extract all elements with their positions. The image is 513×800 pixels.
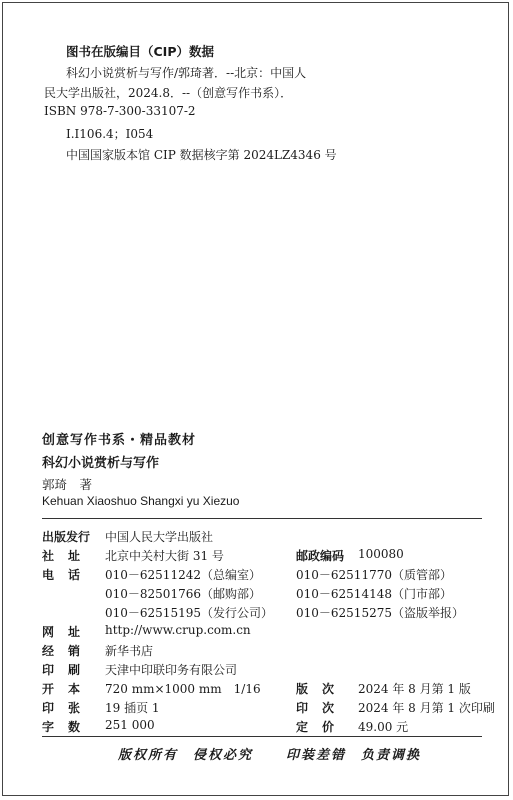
phone-1: 010－62511242（总编室） (105, 568, 261, 582)
book-title: 科幻小说赏析与写作 (42, 456, 160, 471)
website-link[interactable]: http://www.crup.com.cn (105, 623, 251, 637)
impression-value: 2024 年 8 月第 1 次印刷 (358, 701, 495, 715)
sheets-value: 19 插页 1 (105, 701, 160, 715)
words-value: 251 000 (105, 718, 155, 732)
phone-3-right: 010－62515275（盗版举报） (296, 606, 464, 620)
address-label: 社址 (42, 549, 95, 563)
cip-verification: 中国国家版本馆 CIP 数据核字第 2024LZ4346 号 (66, 148, 337, 162)
phone-2: 010－82501766（邮购部） (105, 587, 261, 601)
phone-3: 010－62515195（发行公司） (105, 606, 273, 620)
format-value: 720 mm×1000 mm 1/16 (105, 682, 261, 696)
divider-top (42, 518, 482, 519)
publisher-value: 中国人民大学出版社 (105, 530, 214, 544)
edition-value: 2024 年 8 月第 1 版 (358, 682, 471, 696)
cip-isbn: ISBN 978-7-300-33107-2 (44, 104, 196, 118)
divider-bottom (42, 736, 482, 737)
distributor-value: 新华书店 (105, 644, 154, 658)
words-label: 字数 (42, 720, 95, 734)
defect-notice: 印装差错 负责调换 (286, 748, 422, 763)
format-label: 开本 (42, 682, 95, 696)
printer-label: 印刷 (42, 663, 95, 677)
postcode-value: 100080 (358, 547, 404, 561)
distributor-label: 经销 (42, 644, 95, 658)
publisher-label: 出版发行 (42, 530, 91, 544)
address-value: 北京中关村大街 31 号 (105, 549, 224, 563)
cip-line-2: 民大学出版社，2024.8．--（创意写作书系）． (44, 86, 293, 100)
sheets-label: 印张 (42, 701, 95, 715)
edition-label: 版次 (296, 682, 349, 696)
book-author: 郭琦 著 (42, 477, 93, 492)
cip-title: 图书在版编目（CIP）数据 (66, 44, 214, 59)
postcode-label: 邮政编码 (296, 549, 345, 563)
phone-2-right: 010－62514148（门市部） (296, 587, 452, 601)
phone-1-right: 010－62511770（质管部） (296, 568, 452, 582)
printer-value: 天津中印联印务有限公司 (105, 663, 238, 677)
copyright-notice: 版权所有 侵权必究 (118, 748, 254, 763)
price-value: 49.00 元 (358, 720, 409, 734)
impression-label: 印次 (296, 701, 349, 715)
phone-label: 电话 (42, 568, 95, 582)
series-name: 创意写作书系・精品教材 (42, 433, 197, 448)
cip-line-1: 科幻小说赏析与写作/郭琦著．--北京：中国人 (66, 66, 307, 80)
price-label: 定价 (296, 720, 349, 734)
cip-classification: Ⅰ.I106.4；I054 (66, 127, 154, 141)
website-label: 网址 (42, 625, 95, 639)
book-pinyin-title: Kehuan Xiaoshuo Shangxi yu Xiezuo (42, 494, 240, 508)
